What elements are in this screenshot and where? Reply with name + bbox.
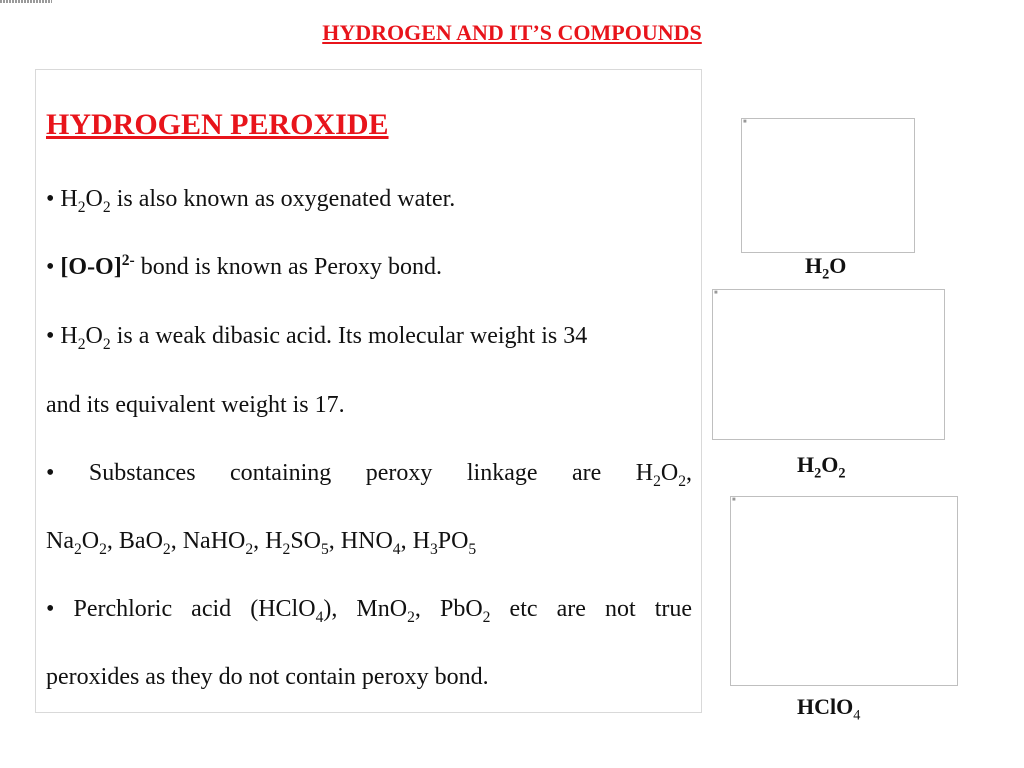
formula-subscript: 2	[162, 540, 171, 558]
formula-subscript: 2	[653, 472, 661, 490]
formula-part: SO	[290, 528, 321, 554]
bullet-text: is also known as oxygenated water.	[110, 186, 456, 212]
formula-subscript: 2	[77, 335, 86, 353]
image-placeholder-icon: ■	[732, 497, 736, 503]
formula-subscript: 2	[482, 608, 491, 626]
bullet-line-3-cont: and its equivalent weight is 17.	[46, 392, 345, 418]
formula-part: , NaHO	[170, 528, 246, 554]
h2o2-structure-image	[712, 289, 945, 440]
formula-part: Na	[46, 528, 74, 554]
bullet-text: Substances containing peroxy linkage are H	[88, 460, 654, 486]
formula-part: O	[85, 323, 103, 349]
formula-part: , H	[400, 528, 430, 554]
formula-subscript: 2	[245, 540, 254, 558]
slide-title: HYDROGEN AND IT’S COMPOUNDS	[322, 20, 702, 45]
bullet-line-3	[46, 321, 692, 351]
image-placeholder-icon: ■	[714, 290, 718, 296]
formula-subscript: 2	[102, 335, 111, 353]
corner-mark	[0, 0, 52, 3]
h2o-caption: $H_2O$	[805, 253, 847, 283]
hclo4-caption: HClO$_4$	[797, 694, 861, 724]
bullet-line-4	[46, 458, 692, 488]
bullet-text: etc are not true	[490, 596, 693, 622]
formula-subscript: 5	[468, 540, 477, 558]
peroxy-ion: [O-O]	[60, 254, 122, 280]
formula-subscript: 3	[429, 540, 438, 558]
peroxy-charge: 2-	[121, 252, 135, 269]
formula-subscript: 2	[73, 540, 82, 558]
image-placeholder-icon: ■	[743, 119, 747, 125]
formula-part: , H	[253, 528, 283, 554]
formula-part: H	[60, 186, 78, 212]
bullet-text: is a weak dibasic acid. Its molecular weight is 34	[110, 323, 588, 349]
formula-subscript: 4	[392, 540, 401, 558]
content-box	[35, 69, 702, 713]
bullet-line-1	[46, 184, 692, 214]
formula-subscript: 2	[102, 198, 111, 216]
formula-subscript: 2	[678, 472, 687, 490]
h2o-structure-image	[741, 118, 915, 253]
formula-part: O	[660, 460, 679, 486]
bullet-line-4-cont	[46, 526, 692, 556]
bullet-line-2	[46, 252, 692, 282]
formula-subscript: 2	[282, 540, 291, 558]
formula-subscript: 2	[77, 198, 86, 216]
bullet-text: Perchloric acid (HClO	[73, 596, 316, 622]
formula-subscript: 2	[407, 608, 415, 626]
formula-part: , HNO	[328, 528, 393, 554]
formula-part: O	[81, 528, 100, 554]
formula-part: ), MnO	[323, 596, 408, 622]
formula-part: H	[60, 323, 78, 349]
section-heading: HYDROGEN PEROXIDE	[46, 108, 389, 141]
bullet-glyph: •	[46, 596, 55, 622]
formula-subscript: 2	[99, 540, 107, 558]
formula-subscript: 4	[315, 608, 324, 626]
hclo4-structure-image	[730, 496, 958, 686]
bullet-glyph: •	[46, 186, 55, 212]
bullet-glyph: •	[46, 323, 55, 349]
formula-part: , BaO	[106, 528, 163, 554]
formula-part: ,	[686, 460, 693, 486]
bullet-glyph: •	[46, 460, 55, 486]
bullet-glyph: •	[46, 254, 55, 280]
formula-part: PO	[437, 528, 469, 554]
bullet-text: bond is known as Peroxy bond.	[134, 254, 443, 280]
formula-subscript: 5	[321, 540, 329, 558]
bullet-line-5	[46, 594, 692, 624]
formula-part: , PbO	[414, 596, 483, 622]
h2o2-caption: $H_2O_2$	[797, 452, 846, 482]
bullet-line-5-cont: peroxides as they do not contain peroxy bond.	[46, 664, 489, 690]
formula-part: O	[85, 186, 103, 212]
